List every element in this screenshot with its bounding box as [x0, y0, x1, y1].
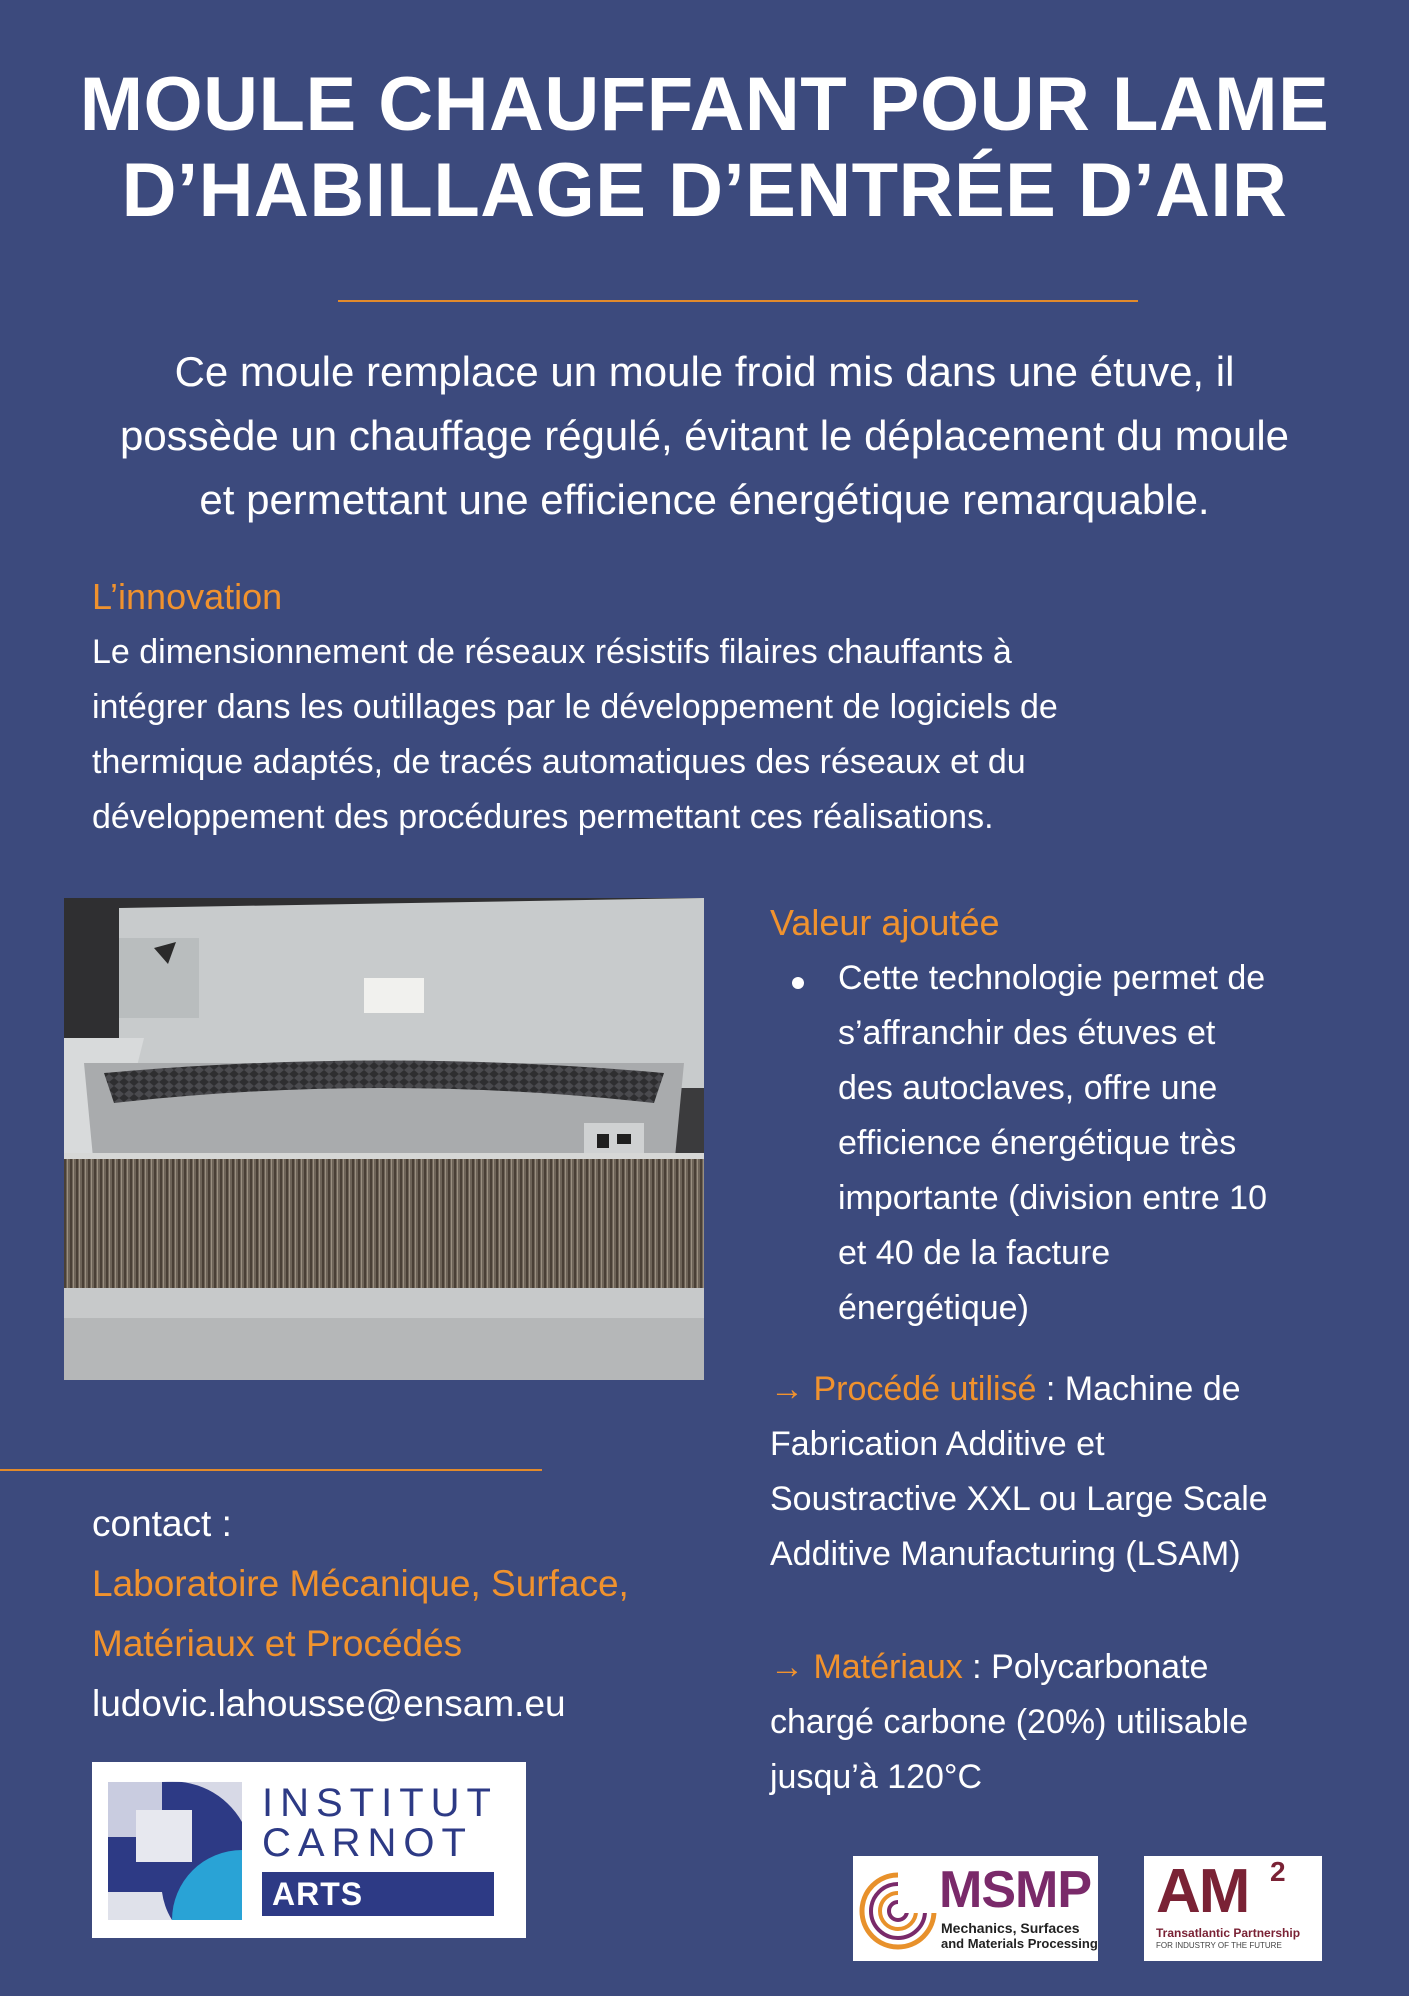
materiaux-block: [770, 1640, 1248, 1805]
valeur-heading: Valeur ajoutée: [770, 902, 1000, 943]
page-title: [0, 62, 1409, 234]
materiaux-label: Matériaux: [813, 1648, 963, 1686]
innovation-text: [92, 625, 1058, 845]
title-divider: [338, 300, 1138, 302]
contact-lab-line: Laboratoire Mécanique, Surface,: [92, 1563, 629, 1604]
institut-carnot-logo: [92, 1762, 526, 1938]
materiaux-line: chargé carbone (20%) utilisable: [770, 1703, 1249, 1741]
carnot-word-3: ARTS: [272, 1876, 364, 1912]
valeur-line: et 40 de la facture: [838, 1234, 1111, 1272]
carnot-word-1: INSTITUT: [262, 1781, 498, 1825]
procede-value: : Machine de: [1036, 1370, 1241, 1408]
lead-line-3: et permettant une efficience énergétique remarquable.: [199, 476, 1210, 523]
valeur-line: s’affranchir des étuves et: [838, 1014, 1216, 1052]
msmp-logo: [853, 1856, 1098, 1961]
materiaux-line: jusqu’à 120°C: [770, 1758, 983, 1796]
lead-paragraph: [40, 340, 1369, 532]
procede-label: Procédé utilisé: [813, 1370, 1037, 1408]
msmp-spiral-icon: [853, 1856, 943, 1961]
msmp-sub-2: and Materials Processing: [941, 1936, 1098, 1951]
am2-logo: [1144, 1856, 1322, 1961]
innovation-line: intégrer dans les outillages par le développement de logiciels de: [92, 688, 1058, 726]
procede-block: [770, 1362, 1268, 1582]
msmp-name: MSMP: [939, 1861, 1091, 1919]
lead-line-1: Ce moule remplace un moule froid mis dans une étuve, il: [174, 348, 1235, 395]
am2-name: AM: [1156, 1857, 1249, 1926]
valeur-text: [838, 951, 1267, 1336]
mould-photo: [64, 898, 704, 1380]
innovation-heading: L’innovation: [92, 576, 283, 617]
valeur-line: des autoclaves, offre une: [838, 1069, 1218, 1107]
materiaux-value: : Polycarbonate: [962, 1648, 1209, 1686]
title-line-2: D’HABILLAGE D’ENTRÉE D’AIR: [121, 148, 1288, 233]
arrow-icon: →: [770, 1370, 804, 1408]
innovation-line: développement des procédures permettant ces réalisations.: [92, 798, 994, 836]
contact-block: [92, 1494, 629, 1734]
mould-photo-graphic: [64, 898, 704, 1380]
am2-sub-2: FOR INDUSTRY OF THE FUTURE: [1156, 1941, 1282, 1950]
contact-lab-line: Matériaux et Procédés: [92, 1623, 463, 1664]
valeur-line: énergétique): [838, 1289, 1029, 1327]
materiaux-first-line: [770, 1640, 1248, 1695]
arrow-icon: →: [770, 1648, 804, 1686]
procede-line: Soustractive XXL ou Large Scale: [770, 1480, 1268, 1518]
innovation-line: thermique adaptés, de tracés automatiques des réseaux et du: [92, 743, 1026, 781]
innovation-line: Le dimensionnement de réseaux résistifs filaires chauffants à: [92, 633, 1012, 671]
procede-first-line: [770, 1362, 1268, 1417]
valeur-line: Cette technologie permet de: [838, 959, 1266, 997]
bullet-icon: [792, 977, 804, 989]
carnot-word-2: CARNOT: [262, 1821, 473, 1865]
valeur-line: importante (division entre 10: [838, 1179, 1268, 1217]
contact-divider: [0, 1469, 542, 1471]
lead-line-2: possède un chauffage régulé, évitant le déplacement du moule: [119, 412, 1290, 459]
valeur-line: efficience énergétique très: [838, 1124, 1237, 1162]
am2-superscript: 2: [1270, 1856, 1286, 1887]
msmp-sub-1: Mechanics, Surfaces: [941, 1920, 1080, 1936]
procede-line: Additive Manufacturing (LSAM): [770, 1535, 1241, 1573]
contact-label: contact :: [92, 1503, 232, 1544]
title-line-1: MOULE CHAUFFANT POUR LAME: [79, 62, 1330, 147]
procede-line: Fabrication Additive et: [770, 1425, 1105, 1463]
am2-sub-1: Transatlantic Partnership: [1156, 1926, 1301, 1940]
contact-email[interactable]: ludovic.lahousse@ensam.eu: [92, 1683, 566, 1724]
